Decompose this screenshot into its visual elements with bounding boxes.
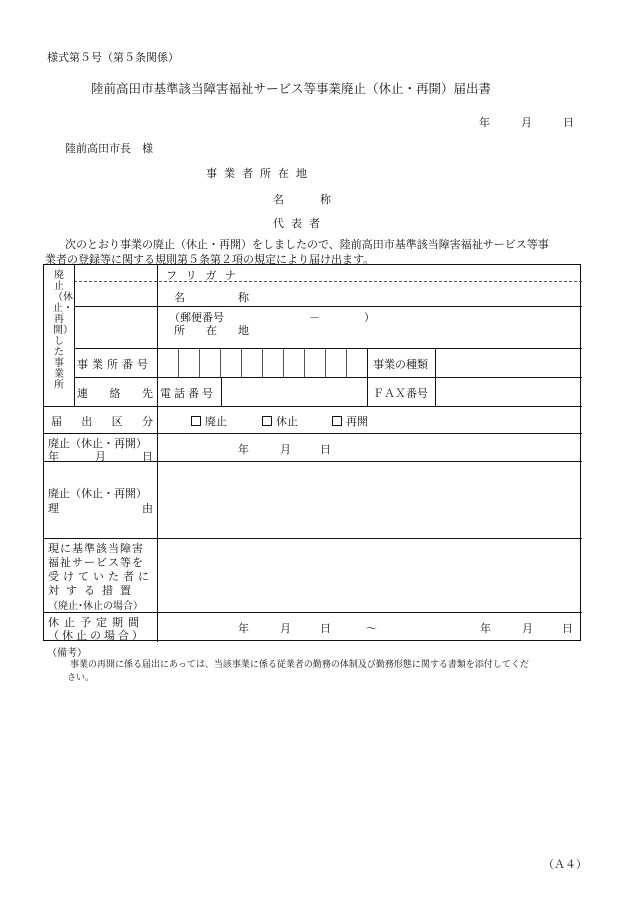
- reason-label-line1: 廃止（休止・再開）: [48, 487, 147, 500]
- phone-label: 電話番号: [160, 387, 216, 400]
- rule-v-phone: [221, 377, 222, 406]
- option-resumption[interactable]: 再開: [332, 413, 368, 429]
- intro-text-line2: 業者の登録等に関する規則第５条第２項の規定により届け出ます。: [45, 253, 375, 266]
- document-title: 陸前高田市基準該当障害福祉サービス等事業廃止（休止・再開）届出書: [91, 81, 492, 96]
- applicant-name-label-a: 名: [273, 193, 284, 206]
- rule-furigana-dashed: [74, 281, 582, 282]
- name-label: 名 称: [174, 291, 249, 304]
- notice-type-label: 届 出 区 分: [51, 415, 153, 428]
- contact-label: 連 絡 先: [77, 387, 153, 400]
- notes-text-line1: 事業の再開に係る届出にあっては、当該事業に係る従業者の勤務の体制及び勤務形態に関する書類を添付してくだ: [70, 660, 529, 670]
- period-start-year: 年: [238, 622, 249, 635]
- rule-5: [44, 433, 582, 434]
- rule-8: [44, 612, 582, 613]
- date-value-day: 日: [320, 443, 331, 456]
- notes-text-line2: さい。: [67, 673, 95, 683]
- period-end-day: 日: [562, 622, 573, 635]
- measures-label-line5: （廃止･休止の場合）: [48, 601, 143, 612]
- rule-4: [44, 406, 582, 407]
- measures-label-line3: 受けていた者に: [48, 570, 153, 583]
- business-type-label: 事業の種類: [373, 358, 428, 371]
- rule-v-side: [74, 265, 75, 406]
- rule-v-fax-label: [367, 377, 368, 406]
- rule-v-digit-3: [220, 348, 221, 377]
- applicant-address-label: 事業者所在地: [206, 167, 314, 180]
- applicant-name-label: [273, 191, 331, 207]
- period-end-month: 月: [522, 622, 533, 635]
- reason-label-line2: 理 由: [48, 502, 153, 515]
- fax-label: ＦＡＸ番号: [373, 387, 428, 400]
- side-label-office: 廃止（休止・再開）した事業所: [53, 270, 73, 391]
- notice-form-table: [43, 264, 581, 641]
- period-label-line1: 休止予定期間: [48, 616, 144, 629]
- postal-code-dash: －: [309, 311, 320, 324]
- date-label-line1: 廃止（休止・再開）: [48, 437, 147, 450]
- option-suspension[interactable]: 休止: [262, 413, 298, 429]
- postal-code-close: ）: [364, 311, 375, 324]
- checkbox-suspension[interactable]: [262, 416, 272, 426]
- period-start-day: 日: [320, 622, 331, 635]
- applicant-name-label-b: 称: [320, 193, 331, 206]
- period-label-line2: （休止の場合）: [48, 629, 146, 642]
- rule-v-digit-7: [304, 348, 305, 377]
- rule-v-digit-2: [199, 348, 200, 377]
- rule-2: [74, 348, 582, 349]
- date-year-label: 年: [479, 116, 490, 129]
- period-tilde: ～: [366, 622, 377, 635]
- measures-label-line4: 対する措置: [48, 584, 138, 597]
- rule-v-digit-6: [283, 348, 284, 377]
- applicant-representative-label: 代表者: [273, 217, 327, 230]
- date-value-year: 年: [238, 443, 249, 456]
- checkbox-abolition[interactable]: [191, 416, 201, 426]
- period-end-year: 年: [480, 622, 491, 635]
- rule-v-digit-4: [241, 348, 242, 377]
- rule-v-label: [157, 265, 158, 642]
- measures-label-line2: 福祉サービス等を: [48, 556, 144, 569]
- date-day-label: 日: [563, 116, 574, 129]
- rule-v-digit-end: [367, 348, 368, 377]
- rule-v-digit-1: [178, 348, 179, 377]
- addressee: 陸前高田市長 様: [65, 142, 153, 155]
- rule-v-digit-9: [346, 348, 347, 377]
- date-value-month: 月: [280, 443, 291, 456]
- rule-v-digit-8: [325, 348, 326, 377]
- intro-text-line1: 次のとおり事業の廃止（休止・再開）をしましたので、陸前高田市基準該当障害福祉サービス等事: [65, 238, 549, 251]
- furigana-label: フ リ ガ ナ: [166, 269, 236, 282]
- rule-7: [44, 538, 582, 539]
- paper-size-label: （Ａ４）: [543, 858, 587, 871]
- postal-code-label: （郵便番号: [169, 311, 224, 324]
- measures-label-line1: 現に基準該当障害: [48, 542, 144, 555]
- date-label-line2: 年 月 日: [48, 450, 153, 463]
- rule-v-type: [435, 348, 436, 377]
- rule-v-fax-value: [435, 377, 436, 406]
- checkbox-resumption[interactable]: [332, 416, 342, 426]
- form-number: 様式第５号（第５条関係）: [47, 51, 179, 64]
- rule-1: [74, 306, 582, 307]
- notes-label: （備考）: [47, 648, 87, 659]
- location-label: 所 在 地: [174, 324, 249, 337]
- option-abolition[interactable]: 廃止: [191, 413, 227, 429]
- rule-3: [74, 377, 582, 378]
- office-number-label: 事業所番号: [77, 358, 152, 371]
- rule-v-digit-5: [262, 348, 263, 377]
- period-start-month: 月: [280, 622, 291, 635]
- date-month-label: 月: [521, 116, 532, 129]
